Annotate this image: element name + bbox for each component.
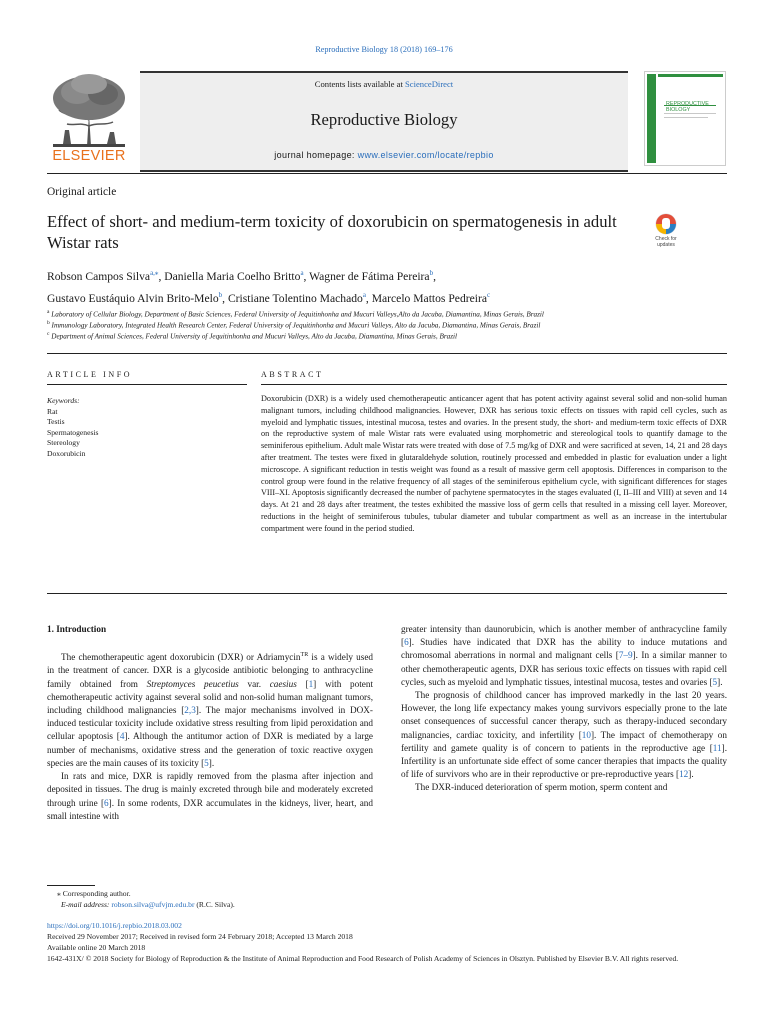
reference-link[interactable]: 6: [404, 637, 409, 648]
affiliation-a: $^a$ Laboratory of Cellular Biology, Department of Basic Sciences, Federal University of Jequitinhonha and Mucuri Valleys,Alto da Jacuba, Diamantina, Minas Gerais, Brazil: [47, 309, 544, 319]
author-separator: ,: [303, 269, 310, 283]
check-for-updates-label[interactable]: Check for updates: [655, 236, 677, 248]
author-separator: ,: [433, 269, 436, 283]
journal-title: Reproductive Biology: [310, 110, 458, 129]
keyword: Testis: [47, 417, 65, 426]
reference-link[interactable]: 5: [712, 676, 718, 687]
author-name[interactable]: Cristiane Tolentino Machado: [227, 292, 363, 306]
section-heading: 1. Introduction: [47, 624, 107, 634]
author-name[interactable]: Wagner de Fátima Pereira: [309, 269, 430, 283]
intro-paragraph-2: In rats and mice, DXR is rapidly removed from the plasma after injection and deposited in tissues. The drug is mainly excreted through bile and moderately excreted through urine [6]. In some rodents, DXR accumulates in the kidneys, liver, heart, and small intestine with: [47, 771, 373, 821]
keyword: Stereology: [47, 438, 80, 447]
author-name[interactable]: Robson Campos Silva: [47, 269, 151, 283]
article-meta: [47, 920, 727, 964]
abstract-bottom-rule: [47, 593, 727, 594]
author-separator: ,: [365, 292, 372, 306]
article-type: Original article: [47, 186, 117, 198]
author-name[interactable]: Gustavo Eustáquio Alvin Brito-Melo: [47, 292, 219, 306]
reference-link[interactable]: 10: [581, 729, 591, 740]
body-right-column: [401, 623, 727, 795]
author-name[interactable]: Daniella Maria Coelho Britto: [164, 269, 301, 283]
author-separator: ,: [158, 269, 165, 283]
header-rule: [47, 173, 727, 174]
author-affiliation-marker[interactable]: b: [429, 269, 434, 277]
abstract-heading: ABSTRACT: [261, 370, 324, 379]
keywords-label: Keywords:: [47, 396, 80, 405]
homepage-link[interactable]: www.elsevier.com/locate/repbio: [357, 150, 494, 160]
reference-link[interactable]: 12: [679, 769, 689, 780]
doi-link[interactable]: https://doi.org/10.1016/j.repbio.2018.03.002: [47, 921, 182, 930]
reference-link[interactable]: 2,3: [184, 705, 196, 716]
abstract-text: Doxorubicin (DXR) is a widely used chemotherapeutic anticancer agent that has potent activity against several solid and non-solid human malignant tumors, including childhood malignancies. However, DXR has serious toxic effects on tissues with rapid cell cycles, such as myeloid and lymphatic tissues, intestinal mucosa, testes and ovaries. In the present study, the short- and medium-term toxic effects of DXR on the reproductive system of male Wistar rats were evaluated using morphometric and stereological tools to quantify damage to the seminiferous epithelium. Adult male Wistar rats were treated with dose of 7.5 mg/kg of DXR and were sacrificed at seven, 14, 21 and 28 days after treatment. The testes were fixed in glutaraldehyde solution, routinely processed and embedded in plastic for evaluation under a light microscope. A significant reduction in testis weight was found as a result of massive germ cell apoptosis. Differences in comparison to the control group were found in the relative frequency of all stages of the seminiferous epithelium cycle, with significant differences for stages VIII–XI. Apoptosis significantly decreased the number of pachytene spermatocytes in the stages evaluated (I, II–III and VIII) at seven and 14 days. At 21 and 28 days after treatment, the testes exhibited the massive loss of germ cells that resulted in a missing cell layer. Moreover, reductions in the height of seminiferous tubules, tubular diameter and tubular compartment as well as an increase in the intertubular compartment were found in the period studied.: [261, 394, 727, 533]
article-title: Effect of short- and medium-term toxicity of doxorubicin on spermatogenesis in adult Wistar rats: [47, 212, 617, 252]
reference-link[interactable]: 11: [712, 742, 722, 753]
reference-link[interactable]: 1: [308, 678, 314, 689]
reference-link[interactable]: 5: [204, 757, 209, 768]
intro-paragraph-4: The prognosis of childhood cancer has improved markedly in the last 20 years. However, the long life expectancy makes young survivors especially prone to the late onset consequences of successful cancer therapy, such as therapy-induced secondary malignancies, cardiac toxicity, and infertility [10]. The impact of chemotherapy on fertility and gamete quality is of concern to patients in the reproductive age [11]. Infertility is an unfortunate side effect of some cancer therapies that impacts the quality of life of survivors who are in their reproductive or pre-reproductive years [12].: [401, 690, 727, 780]
author-affiliation-marker[interactable]: b: [218, 291, 223, 300]
reference-link[interactable]: 7–9: [618, 650, 633, 661]
article-info-heading: ARTICLE INFO: [47, 370, 133, 379]
article-info-rule: [47, 384, 247, 385]
body-left-column: [47, 623, 373, 823]
reference-link[interactable]: 4: [119, 731, 125, 742]
affiliation-b: $^b$ Immunology Laboratory, Integrated Health Research Center, Federal University of Jequitinhonha and Mucuri Valleys, Alto da Jacuba, Diamantina, Minas Gerais, Brazil: [47, 320, 541, 330]
keyword: Spermatogenesis: [47, 427, 99, 437]
author-line-2: [47, 286, 727, 308]
journal-citation[interactable]: Reproductive Biology 18 (2018) 169–176: [315, 45, 453, 54]
corresponding-author-note: ⁎ Corresponding author.: [57, 889, 131, 898]
author-affiliation-marker[interactable]: c: [486, 291, 491, 300]
journal-cover-thumbnail[interactable]: [644, 71, 726, 166]
keyword: Rat: [47, 406, 58, 416]
info-rule: [47, 353, 727, 354]
intro-paragraph-1: The chemotherapeutic agent doxorubicin (DXR) or Adriamycin$^{TR}$ is a widely used in the treatment of cancer. DXR is a glycoside antibiotic belonging to anthracycline family obtained from Streptomyces peucetius var. caesius [1] with potent chemotherapeutic activity against several solid and non-solid human malignant tumors, including childhood malignancies [2,3]. The major mechanisms involved in DOX-induced testicular toxicity include oxidative stress resulting from lipid peroxidation and cellular apoptosis [4]. Although the antitumor action of DXR is mediated by a large number of mechanisms, oxidative stress and the generation of toxic reactive oxygen species are the main causes of its toxicity [5].: [47, 652, 373, 768]
elsevier-wordmark: ELSEVIER: [52, 148, 126, 164]
keyword: Doxorubicin: [47, 448, 86, 458]
author-separator: ,: [222, 292, 228, 306]
abstract-rule: [261, 384, 727, 385]
author-affiliation-marker[interactable]: a: [300, 269, 304, 277]
copyright: 1642-431X/ © 2018 Society for Biology of Reproduction & the Institute of Animal Reproduction and Food Research of Polish Academy of Sciences in Olsztyn. Published by Elsevier B.V. All rights reserved.: [47, 954, 679, 963]
author-affiliation-marker[interactable]: a: [362, 291, 366, 300]
author-name[interactable]: Marcelo Mattos Pedreira: [371, 292, 487, 306]
sciencedirect-link[interactable]: ScienceDirect: [405, 79, 454, 89]
email-line: E-mail address: robson.silva@ufvjm.edu.br (R.C. Silva).: [61, 900, 235, 909]
affiliation-c: $^c$ Department of Animal Sciences, Federal University of Jequitinhonha and Mucuri Valleys, Alto da Jacuba, Diamantina, Minas Gerais, Brazil: [47, 331, 458, 341]
homepage-line: journal homepage: www.elsevier.com/locate/repbio: [274, 150, 494, 160]
received-dates: Received 29 November 2017; Received in revised form 24 February 2018; Accepted 13 March 2018: [47, 932, 353, 941]
author-affiliation-marker[interactable]: a,⁎: [150, 269, 159, 277]
author-line-1: [47, 264, 727, 286]
reference-link[interactable]: 6: [104, 797, 109, 808]
email-link[interactable]: robson.silva@ufvjm.edu.br: [111, 900, 195, 909]
footnote-rule: [47, 885, 95, 886]
intro-paragraph-5: The DXR-induced deterioration of sperm motion, sperm content and: [415, 782, 668, 793]
available-online: Available online 20 March 2018: [47, 943, 146, 952]
footnotes: [47, 888, 727, 910]
keywords-block: [47, 396, 247, 459]
author-list: [47, 264, 727, 309]
contents-line: Contents lists available at ScienceDirect: [314, 79, 454, 89]
intro-paragraph-3: greater intensity than daunorubicin, which is another member of anthracycline family [6]. Studies have indicated that DXR has the ability to induce mutations and chromosomal aberrations in normal and malignant cells [7–9]. In a similar manner to other chemotherapeutic agents, DXR has serious toxic effects on tissues with rapid cell cycles, such as myeloid and lymphatic tissues, intestinal mucosa, testes and ovaries [5].: [401, 624, 727, 687]
cover-title: REPRODUCTIVE BIOLOGY: [666, 101, 709, 113]
